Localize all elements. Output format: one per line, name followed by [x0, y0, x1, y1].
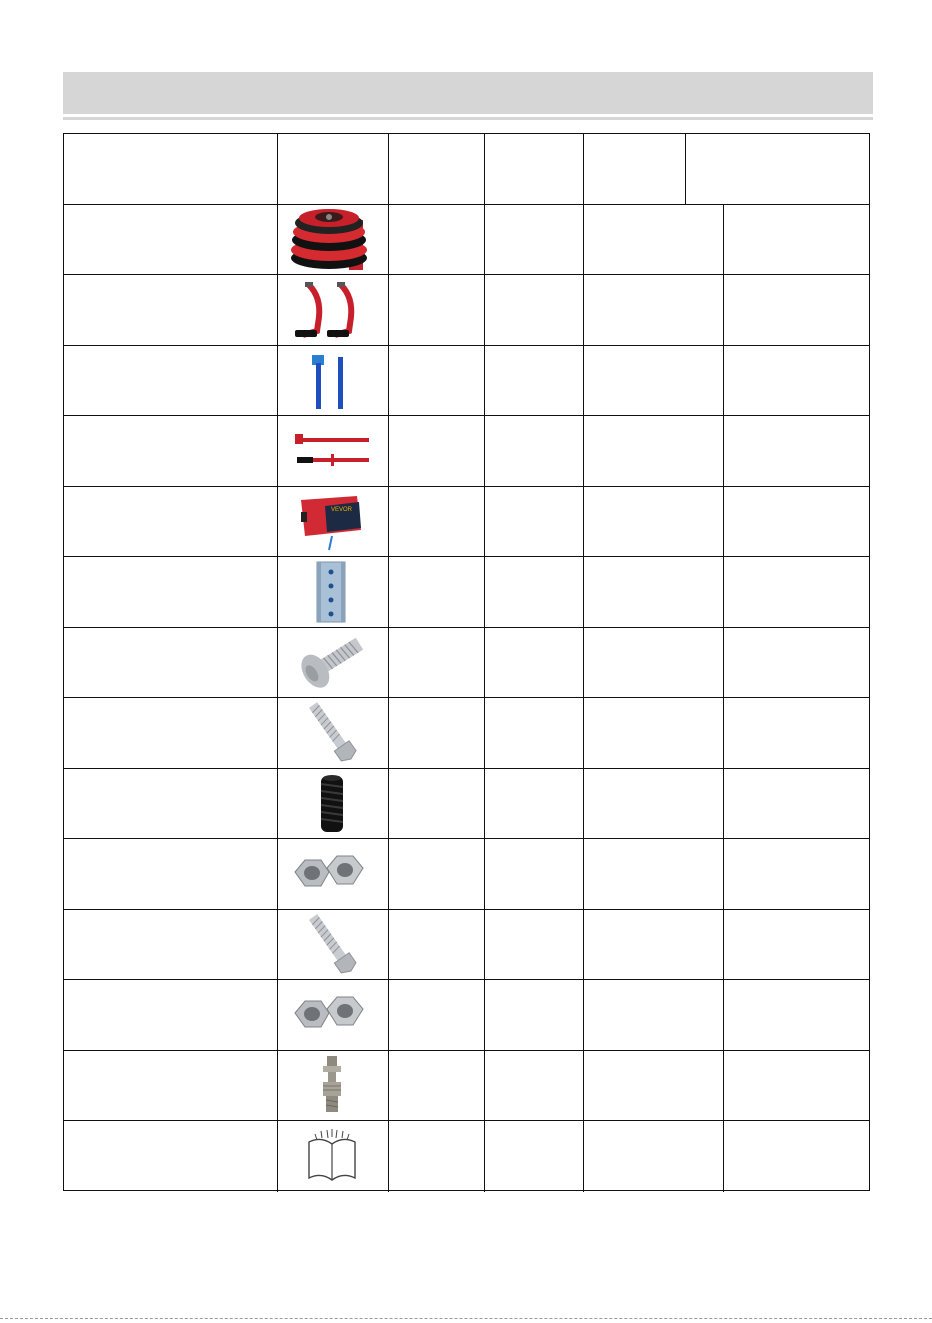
section-header-rule: [63, 117, 873, 120]
air-bag-jack-icon: [282, 206, 382, 272]
col-divider-1: [277, 134, 278, 1192]
section-header-band: [63, 72, 873, 114]
col-divider-3: [484, 134, 485, 1192]
hex-bolt-icon: [282, 911, 382, 977]
control-valve-box-icon: [282, 488, 382, 554]
row-divider: [64, 768, 869, 769]
row-divider: [64, 345, 869, 346]
page-bottom-edge: [0, 1318, 932, 1319]
hex-bolt-icon: [282, 699, 382, 765]
row-divider: [64, 415, 869, 416]
col-divider-5-header: [685, 134, 686, 204]
handle-connector-pair-icon: [282, 347, 382, 413]
row-divider: [64, 1120, 869, 1121]
mounting-bracket-plate-icon: [282, 558, 382, 624]
row-divider: [64, 204, 869, 205]
hex-nuts-icon: [282, 840, 382, 906]
col-divider-2: [388, 134, 389, 1192]
round-head-screw-icon: [282, 629, 382, 695]
row-divider: [64, 274, 869, 275]
row-divider: [64, 556, 869, 557]
air-connector-icon: [282, 1052, 382, 1118]
row-divider: [64, 838, 869, 839]
hex-nuts-icon: [282, 981, 382, 1047]
handle-tube-pair-icon: [282, 277, 382, 343]
lower-handle-pair-icon: [282, 418, 382, 484]
row-divider: [64, 697, 869, 698]
svg-text:VEVOR: VEVOR: [331, 507, 353, 513]
col-divider-4: [583, 134, 584, 1192]
parts-list-table: [63, 133, 870, 1191]
row-divider: [64, 486, 869, 487]
row-divider: [64, 1050, 869, 1051]
row-divider: [64, 627, 869, 628]
set-screw-icon: [282, 770, 382, 836]
manual-book-icon: [282, 1122, 382, 1188]
row-divider: [64, 979, 869, 980]
row-divider: [64, 909, 869, 910]
